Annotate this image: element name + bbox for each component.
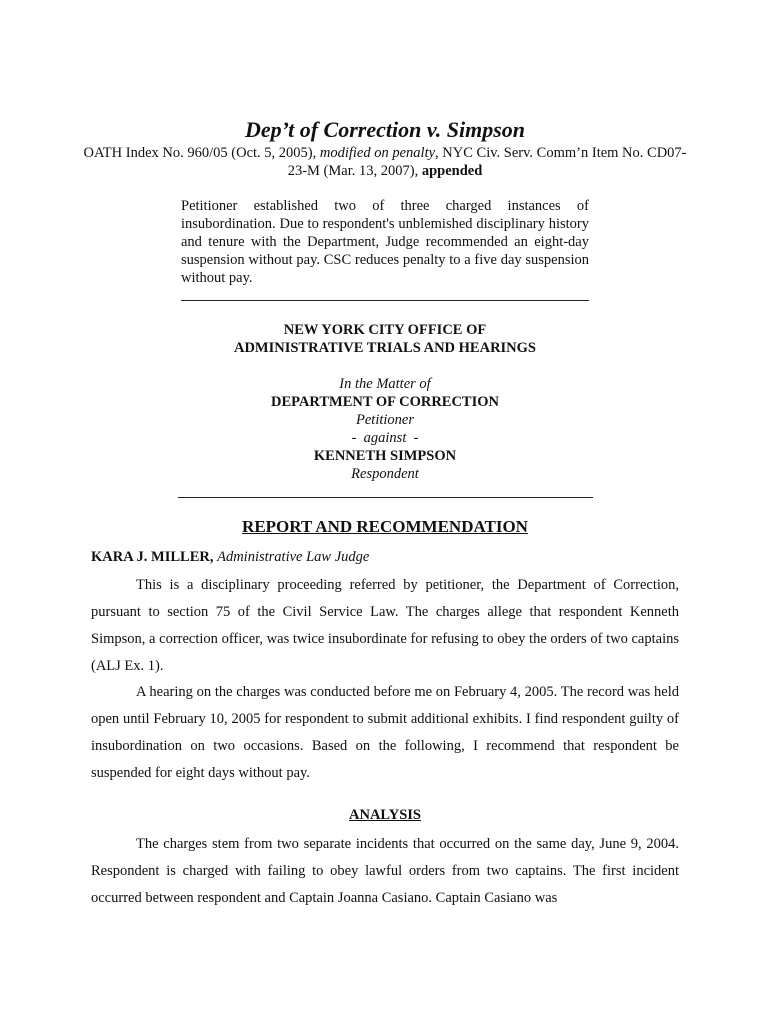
body-paragraph: A hearing on the charges was conducted before me on February 4, 2005. The record was held open until February 10, 2005 for respondent to submit additional exhibits. I find respondent guilty of insubordination on two occasions. Based on the following, I recommend that respondent be suspended for eight days without pay. [91, 684, 679, 781]
citation-index: OATH Index No. 960/05 (Oct. 5, 2005), [83, 145, 320, 161]
caption-divider [178, 497, 593, 498]
case-title: Dep’t of Correction v. Simpson [244, 117, 526, 142]
body-paragraph: This is a disciplinary proceeding referred by petitioner, the Department of Correction, pursuant to section 75 of the Civil Service Law. The charges allege that respondent Kenneth Simpson, a correction officer, was twice insubordinate for refusing to obey the orders of two captains (ALJ Ex. 1). [91, 577, 679, 674]
case-citation [80, 144, 690, 180]
analysis-paragraph: The charges stem from two separate incidents that occurred on the same day, June 9, 2004. Respondent is charged with failing to obey lawful orders from two captains. The first incident occurred between respondent and Captain Joanna Casiano. Captain Casiano was [91, 836, 679, 906]
report-heading: REPORT AND RECOMMENDATION [242, 517, 528, 536]
judge-line [91, 549, 369, 566]
respondent-name: KENNETH SIMPSON [313, 448, 457, 464]
citation-commission: , NYC Civ. Serv. Comm’n Item No. CD07-23-M (Mar. 13, 2007), [287, 145, 687, 179]
petitioner-name: DEPARTMENT OF CORRECTION [270, 394, 499, 410]
matter-label: In the Matter of [339, 376, 431, 392]
judge-name: KARA J. MILLER, [91, 549, 214, 565]
petitioner-role: Petitioner [356, 412, 414, 428]
office-name-line2: ADMINISTRATIVE TRIALS AND HEARINGS [233, 340, 536, 356]
case-caption [0, 321, 770, 483]
against-label: - against - [351, 430, 419, 446]
citation-appended: appended [421, 163, 483, 179]
respondent-role: Respondent [351, 466, 419, 482]
judge-title: Administrative Law Judge [217, 549, 370, 565]
analysis-heading: ANALYSIS [349, 807, 421, 823]
office-name-line1: NEW YORK CITY OFFICE OF [283, 322, 487, 338]
case-summary: Petitioner established two of three charged instances of insubordination. Due to respondent's unblemished disciplinary history and tenure with the Department, Judge recommended an eight-day suspension without pay. CSC reduces penalty to a five day suspension without pay. [181, 198, 589, 286]
summary-divider [181, 300, 589, 301]
caption-spacer [0, 357, 770, 375]
citation-modified: modified on penalty [319, 145, 436, 161]
